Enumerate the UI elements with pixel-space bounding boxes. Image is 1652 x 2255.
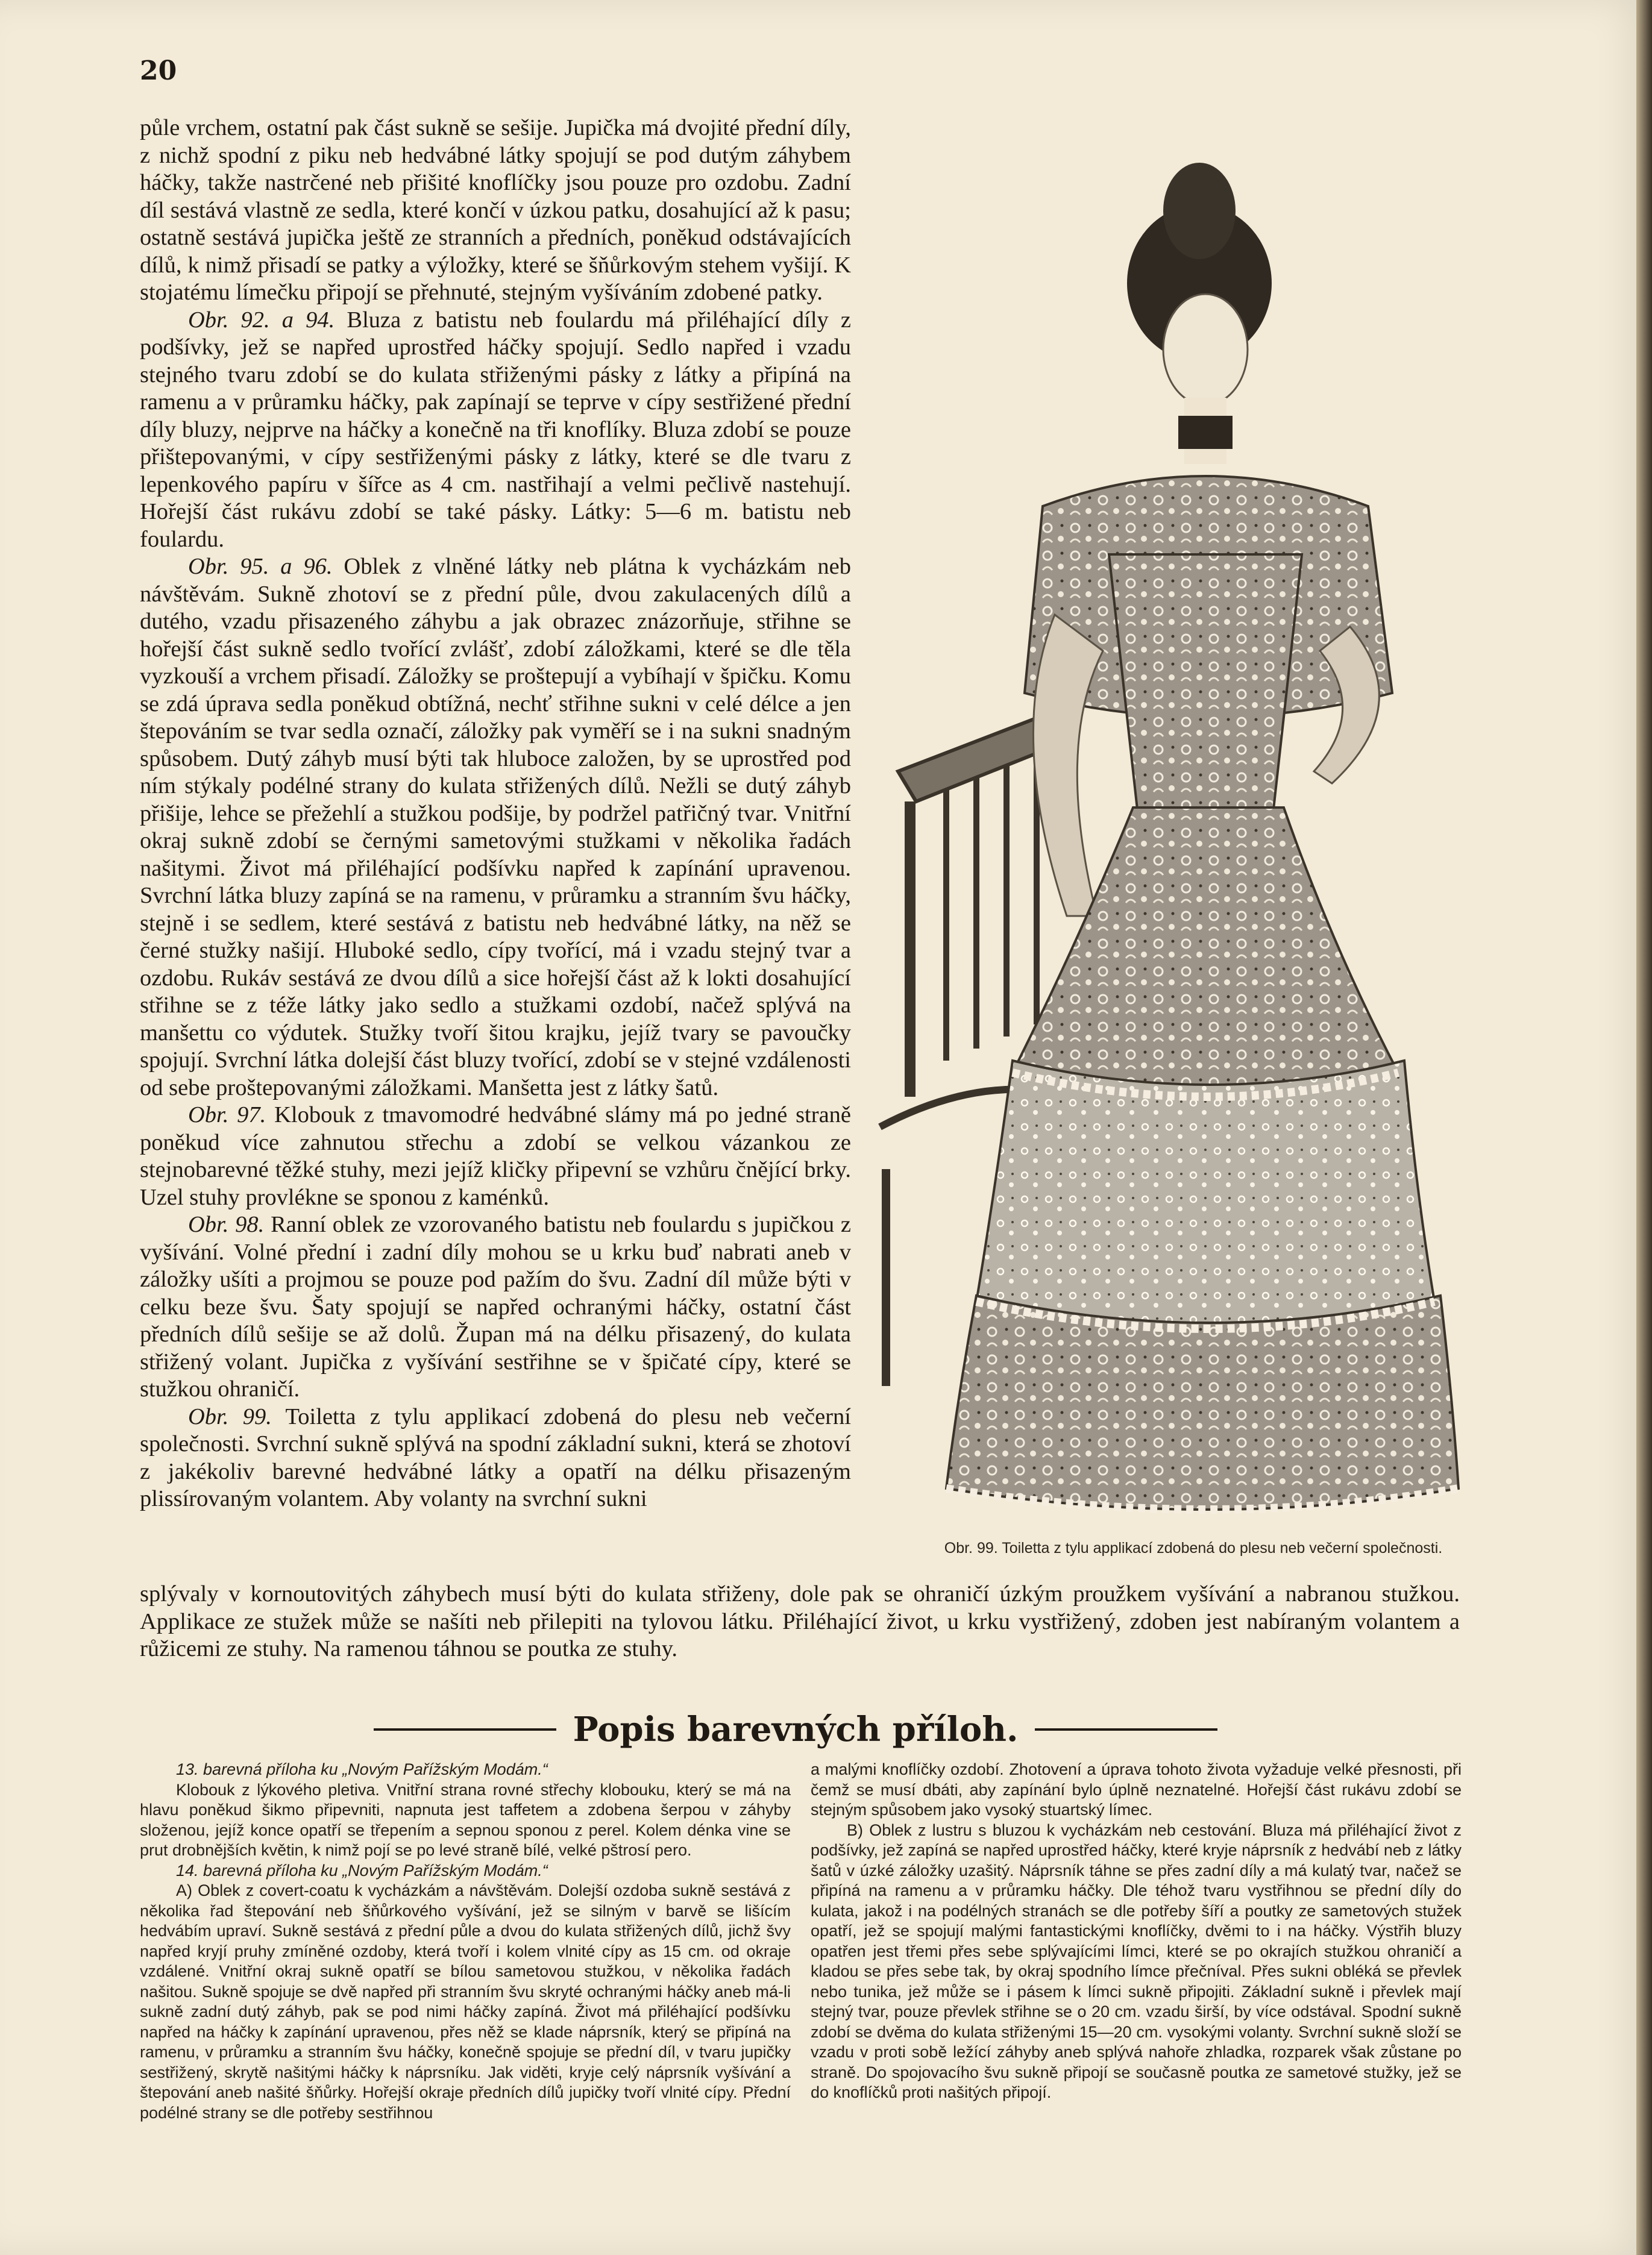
plate-14-heading: 14. barevná příloha ku „Novým Pařížským Modám.“: [176, 1861, 548, 1880]
heading-rule-left: [374, 1728, 556, 1731]
plate-14-description-b: B) Oblek z lustru s bluzou k vycházkám neb cestování. Bluza má přiléhající život z podšívky, jež zapíná se napřed uprostřed háčky, které kryje náprsník z hedvábí neb z látky šatů v úzké záložky uzašitý. Náprsník táhne se přes zadní díly a má kulatý tvar, načež se připíná na ramenu a v průramku háčky. Dle téhož tvaru vystřihnou se přední díly do kulata, jakož i na podélných stranách se dle potřeby šíří a poutky ze sametových stužek opatří, jež se spojují malými fantastickými knoflíčky, dvěmi to i na háčky. Výstřih bluzy opatřen jest třemi přes sebe splývajícími límci, které se po okrajích stužkou ohraničí a kladou se přes sebe tak, by okraj spodního límce přečníval. Přes sukni obléká se převlek nebo tunika, jež může se i pásem k límci sukně připojiti. Základní sukně i převlek mají stejný tvar, pouze převlek střihne se o 20 cm. vzadu širší, by více odstával. Spodní sukně zdobí se dvěma do kulata střiženými 15—20 cm. vysokými volanty. Svrchní sukně složí se vzadu v proti sobě ležící záhyby aneb splývá nahoře zhladka, rozparek však zůstane po straně. Do spojovacího švu sukně připojí se současně poutka ze sametové stužky, jež se do knoflíčků proti našitých připojí.: [811, 1821, 1462, 2101]
paragraph-obr-95-96: Obr. 95. a 96. Oblek z vlněné látky neb plátna k vycházkám neb návštěvám. Sukně zhotoví se z přední půle, dvou zakulacených dílů a dutého, vzadu přisazeného záhybu a jak obrazec znázorňuje, střihne se hořejší část sukně sedlo tvořící zvlášť, zdobí záložkami, které se dle těla vyzkouší a vrchem přisadí. Záložky se proštepují a vybíhají v špičku. Komu se zdá úprava sedla poněkud obtížná, nechť střihne sukni v celé délce a jen štepováním se tvar sedla označí, záložky pak vyměří se i na sukni snadným spůsobem. Dutý záhyb musí býti tak hluboce založen, by se uprostřed pod ním stýkaly podélné strany do kulata střižených dílů. Nežli se dutý záhyb přišije, lehce se přežehlí a stužkou podšije, by podržel patřičný tvar. Vnitřní okraj sukně zdobí se černými sametovými stužkami v několika řadách našitymi. Život má přiléhající podšívku napřed k zapínání upravenou. Svrchní látka bluzy zapíná se na ramenu, v průramku a stranním švu háčky, stejně i se sedlem, které sestává z batistu neb hedvábné látky, na něž se černé stužky našijí. Hluboké sedlo, cípy tvořící, má i vzadu stejný tvar a ozdobu. Rukáv sestává ze dvou dílů a sice hořejší část až k lokti dosahující střihne se z téže látky jako sedlo a stužkami ozdobí, načež splývá na manšettu co výdutek. Stužky tvoří šitou krajku, jejíž tvary se pavoučky spojují. Svrchní látka dolejší část bluzy tvořící, zdobí se v stejné vzdálenosti od sebe proštepovanými záložkami. Manšetta jest z látky šatů.: [140, 554, 852, 1100]
paragraph-obr-97: Obr. 97. Klobouk z tmavomodré hedvábné slámy má po jedné straně poněkud více zahnutou střechu a zdobí se velkou vázankou ze stejnobarevné těžké stuhy, mezi jejíž kličky připevní se vzhůru čnějící brky. Uzel stuhy provlékne se sponou z kaménků.: [140, 1102, 851, 1210]
figure-caption: Obr. 99. Toiletta z tylu applikací zdobená do plesu neb večerní společnosti.: [944, 1540, 1443, 1557]
paragraph-obr-92-94: Obr. 92. a 94. Bluza z batistu neb foulardu má přiléhající díly z podšívky, jež se napřed uprostřed háčky spojují. Sedlo napřed i vzadu stejného tvaru zdobí se do kulata střiženými pásky z látky a připíná na ramenu a v průramku háčky, pak zapínají se teprve v cípy sestřižené přední díly bluzy, nejprve na háčky a konečně na tři knoflíky. Bluza zdobí se pouze přištepovanými, v cípy sestřiženými pásky z látky, které se dle tvaru z lepenkového papíru v šířce as 4 cm. nastřihají a velmi pečlivě nastehují. Hořejší část rukávu zdobí se také pásky. Látky: 5—6 m. batistu neb foulardu.: [140, 307, 851, 552]
paragraph-intro: půle vrchem, ostatní pak část sukně se sešije. Jupička má dvojité přední díly, z nichž spodní z piku neb hedvábné látky spojují se pod dutým záhybem háčky, takže nastrčené neb přišité knoflíčky jsou pouze pro ozdobu. Zadní díl sestává vlastně ze sedla, které končí v úzkou patku, dosahující až k pasu; ostatně sestává jupička ještě ze stranních a předních, poněkud odstávajících dílů, k nimž přisadí se patky a výložky, které se šňůrkovým stehem vyšijí. K stojatému límečku připojí se přehnuté, stejným vyšíváním zdobené patky.: [140, 115, 851, 305]
continuation-text: splývaly v kornoutovitých záhybech musí býti do kulata střiženy, dole pak se ohraničí úzkým proužkem vyšívání a nabranou stužkou. Applikace ze stužek může se našíti neb přilepiti na tylovou látku. Přiléhající život, u krku vystřižený, zdoben jest nabíraným volantem a růžicemi ze stuhy. Na ramenou táhnou se poutka ze stuhy.: [140, 1581, 1460, 1661]
heading-rule-right: [1035, 1728, 1217, 1731]
figure-reference: Obr. 97.: [188, 1102, 266, 1128]
plate-13-description: Klobouk z lýkového pletiva. Vnitřní strana rovné střechy klobouku, který se má na hlavu poněkud šikmo připevniti, napnuta jest taffetem a zdobena šerpou v záhyby složenou, jejíž konce opatří se třepením a sepnou sponou z perel. Kolem dénka vine se prut drobnějších květin, k nimž pojí se po levé straně bílé, velké pštrosí pero.: [140, 1780, 791, 1859]
fashion-illustration: [874, 133, 1465, 1531]
page-binding-edge: [1636, 0, 1652, 2255]
figure-reference: Obr. 95. a 96.: [188, 554, 333, 579]
figure-reference: Obr. 92. a 94.: [188, 307, 335, 333]
plate-14-continuation: a malými knoflíčky ozdobí. Zhotovení a úprava tohoto života vyžaduje velké přesnosti, při čemž se musí dbáti, aby zapínání bylo úplně neznatelné. Hořejší část rukávu zdobí se stejným spůsobem jako vysoký stuartský límec.: [811, 1760, 1462, 1819]
color-plates-right-column: [811, 1760, 1462, 2103]
paragraph-obr-99: Obr. 99. Toiletta z tylu applikací zdobená do plesu neb večerní společnosti. Svrchní sukně splývá na spodní základní sukni, která se zhotoví z jakékoliv barevné hedvábné látky a opatří na délku přisazeným plissírovaným volantem. Aby volanty na svrchní sukni: [140, 1403, 851, 1511]
section-heading: [374, 1708, 1217, 1751]
figure-reference: Obr. 98.: [188, 1212, 265, 1237]
plate-13-heading: 13. barevná příloha ku „Novým Pařížským Modám.“: [176, 1760, 548, 1778]
page-number: 20: [140, 55, 177, 86]
figure-reference: Obr. 99.: [188, 1403, 272, 1429]
plate-14-description-a: A) Oblek z covert-coatu k vycházkám a návštěvám. Dolejší ozdoba sukně sestává z několika řad štepování neb šňůrkového vyšívání, jež se silným v barvě se lišícím hedvábím upraví. Sukně sestává z přední půle a dvou do kulata střižených dílů, jichž švy napřed kryjí pruhy zmíněné ozdoby, která tvoří i kolem vlnité cípy as 15 cm. od okraje vzdálené. Vnitřní okraj sukně opatří se bílou sametovou stužkou, v několika řadách našitou. Sukně spojuje se dvě napřed při stranním švu skryté ochranými háčky aneb má-li sukně zadní dutý záhyb, pak se pod nimi háčky zapíná. Život má přiléhající podšívku napřed na háčky k zapínání upravenou, přes něž se klade náprsník, který se připíná na ramenu, v průramku a stranním švu háčky, konečně spojuje se přední díl, v tvaru jupičky sestřižený, skrytě našitými háčky k náprsníku. Jak viděti, kryje celý náprsník vyšívání a štepování aneb našité šňůrky. Hořejší okraje předních dílů jupičky tvoří vlnité cípy. Přední podélné strany se dle potřeby sestřihnou: [140, 1881, 791, 2122]
section-title: Popis barevných příloh.: [573, 1710, 1019, 1749]
paragraph-obr-98: Obr. 98. Ranní oblek ze vzorovaného batistu neb foulardu s jupičkou z vyšívání. Volné přední i zadní díly mohou se u krku buď nabrati aneb v záložky ušíti a projmou se pouze pod pažím do švu. Zadní díl může býti v celku beze švu. Šaty spojují se napřed ochranými háčky, ostatní část předních dílů sešije se až dolů. Župan má na délku přisazený, do kulata střižený volant. Jupička z vyšívání sestřihne se v špičaté cípy, které se stužkou ohraničí.: [140, 1212, 851, 1402]
main-text-column: [140, 114, 851, 1513]
color-plates-left-column: [140, 1760, 791, 2123]
